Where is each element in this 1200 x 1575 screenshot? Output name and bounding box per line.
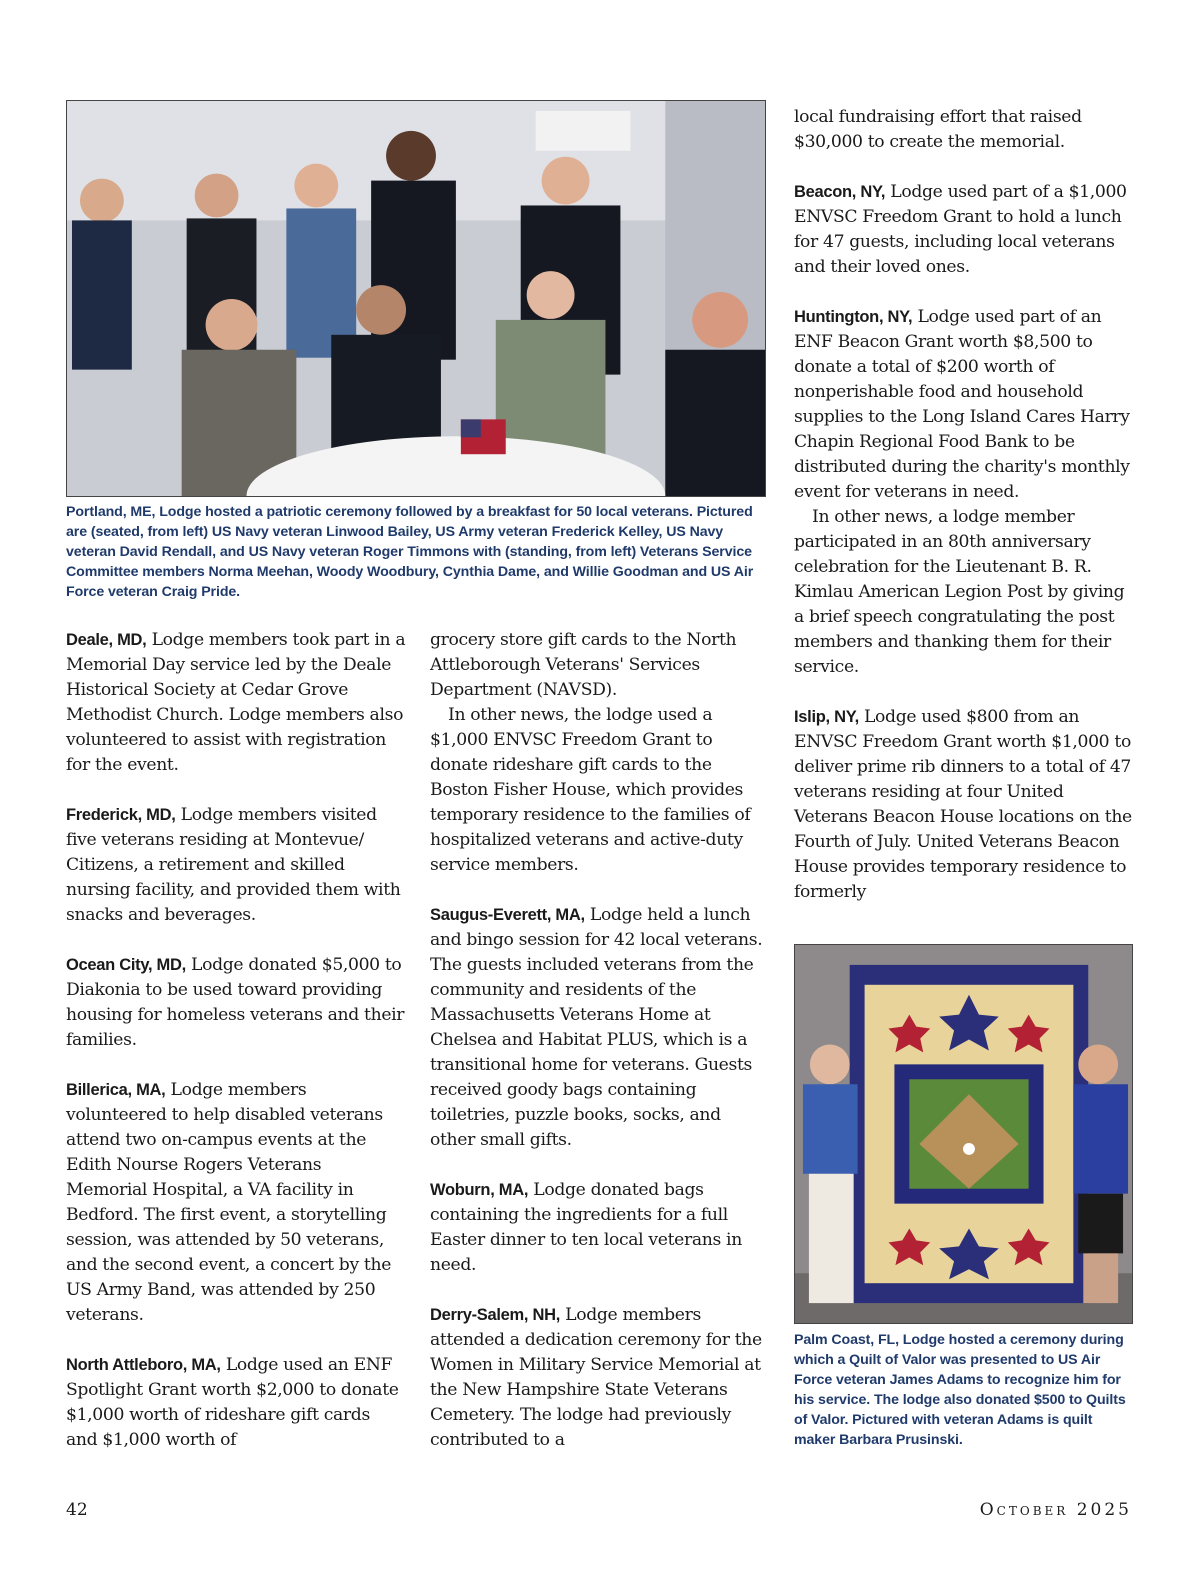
- caption-place: Palm Coast, FL,: [794, 1332, 899, 1348]
- item-text: Lodge held a lunch and bingo session for 42 local veterans. The guests included veterans from the community and residents of the Massachusetts Veterans Home at Chelsea and Habitat PLUS, which is a transitional home for veterans. Guests received goody bags containing toiletries, puzzle books, socks, and other small gifts.: [430, 905, 763, 1150]
- article-column-2: [430, 628, 770, 1453]
- article-item: [430, 903, 770, 1153]
- article-item: [794, 180, 1134, 280]
- item-location: Woburn, MA,: [430, 1181, 529, 1199]
- issue-date: October 2025: [979, 1500, 1132, 1520]
- article-item: [794, 305, 1134, 505]
- article-paragraph: In other news, the lodge used a $1,000 ENVSC Freedom Grant to donate rideshare gift cards to the Boston Fisher House, which provides temporary residence to the families of hospitalized veterans and active-duty service members.: [430, 705, 751, 875]
- item-location: Islip, NY,: [794, 708, 859, 726]
- item-location: Frederick, MD,: [66, 806, 176, 824]
- portland-photo-caption: [66, 502, 766, 602]
- article-item: [66, 803, 406, 928]
- article-item: [794, 705, 1134, 905]
- article-column-1: [66, 628, 406, 1453]
- item-text: Lodge used part of an ENF Beacon Grant worth $8,500 to donate a total of $200 worth of nonperishable food and household supplies to the Long Island Cares Harry Chapin Regional Food Bank to be distributed during the charity's monthly event for veterans in need.: [794, 307, 1130, 502]
- item-text: Lodge used an ENF Spotlight Grant worth $2,000 to donate $1,000 worth of rideshare gift cards and $1,000 worth of: [66, 1355, 399, 1450]
- item-text: Lodge members attended a dedication ceremony for the Women in Military Service Memorial at the New Hampshire State Veterans Cemetery. The lodge had previously contributed to a: [430, 1305, 762, 1450]
- quilt-of-valor-photo: [794, 944, 1133, 1324]
- item-text: Lodge members took part in a Memorial Day service led by the Deale Historical Society at Cedar Grove Methodist Church. Lodge members also volunteered to assist with registration for the event.: [66, 630, 406, 775]
- article-item: [66, 628, 406, 778]
- item-location: Derry-Salem, NH,: [430, 1306, 561, 1324]
- article-column-3: [794, 105, 1134, 905]
- item-text: Lodge donated bags containing the ingredients for a full Easter dinner to ten local veterans in need.: [430, 1180, 742, 1275]
- article-item: [66, 1078, 406, 1328]
- caption-place: Portland, ME,: [66, 504, 156, 520]
- item-text: Lodge used part of a $1,000 ENVSC Freedom Grant to hold a lunch for 47 guests, including local veterans and their loved ones.: [794, 182, 1127, 277]
- portland-group-photo: [66, 100, 766, 497]
- item-location: Saugus-Everett, MA,: [430, 906, 585, 924]
- article-item: [430, 1303, 770, 1453]
- item-location: Billerica, MA,: [66, 1081, 166, 1099]
- item-location: Ocean City, MD,: [66, 956, 186, 974]
- item-text: Lodge members visited five veterans residing at Montevue/ Citizens, a retirement and skilled nursing facility, and provided them with snacks and beverages.: [66, 805, 401, 925]
- article-item: [66, 1353, 406, 1453]
- palm-coast-photo-caption: [794, 1330, 1133, 1450]
- caption-text: Lodge hosted a patriotic ceremony followed by a breakfast for 50 local veterans. Pictured are (seated, from left) US Navy veteran Linwood Bailey, US Army veteran Frederick Kelley, US Navy veteran David Rendall, and US Navy veteran Roger Timmons with (standing, from left) Veterans Service Committee members Norma Meehan, Woody Woodbury, Cynthia Dame, and Willie Goodman and US Air Force veteran Craig Pride.: [66, 504, 754, 600]
- caption-text: Lodge hosted a ceremony during which a Quilt of Valor was presented to US Air Force veteran James Adams to recognize him for his service. The lodge also donated $500 to Quilts of Valor. Pictured with veteran Adams is quilt maker Barbara Prusinski.: [794, 1332, 1126, 1448]
- article-item: [430, 1178, 770, 1278]
- item-text: Lodge used $800 from an ENVSC Freedom Grant worth $1,000 to deliver prime rib dinners to a total of 47 veterans residing at four United Veterans Beacon House locations on the Fourth of July. United Veterans Beacon House provides temporary residence to formerly: [794, 707, 1132, 902]
- item-location: Deale, MD,: [66, 631, 147, 649]
- item-location: Beacon, NY,: [794, 183, 886, 201]
- page-number: 42: [66, 1500, 88, 1520]
- item-text: Lodge members volunteered to help disabled veterans attend two on-campus events at the Edith Nourse Rogers Veterans Memorial Hospital, a VA facility in Bedford. The first event, a storytelling session, was attended by 50 veterans, and the second event, a concert by the US Army Band, was attended by 250 veterans.: [66, 1080, 392, 1325]
- item-text: Lodge donated $5,000 to Diakonia to be used toward providing housing for homeless veterans and their families.: [66, 955, 405, 1050]
- item-location: North Attleboro, MA,: [66, 1356, 221, 1374]
- item-location: Huntington, NY,: [794, 308, 913, 326]
- continued-text: grocery store gift cards to the North Attleborough Veterans' Services Department (NAVSD).: [430, 630, 737, 700]
- article-paragraph: In other news, a lodge member participated in an 80th anniversary celebration for the Lieutenant B. R. Kimlau American Legion Post by giving a brief speech congratulating the post members and thanking them for their service.: [794, 507, 1125, 677]
- article-item: [66, 953, 406, 1053]
- continued-text: local fundraising effort that raised $30,000 to create the memorial.: [794, 107, 1082, 152]
